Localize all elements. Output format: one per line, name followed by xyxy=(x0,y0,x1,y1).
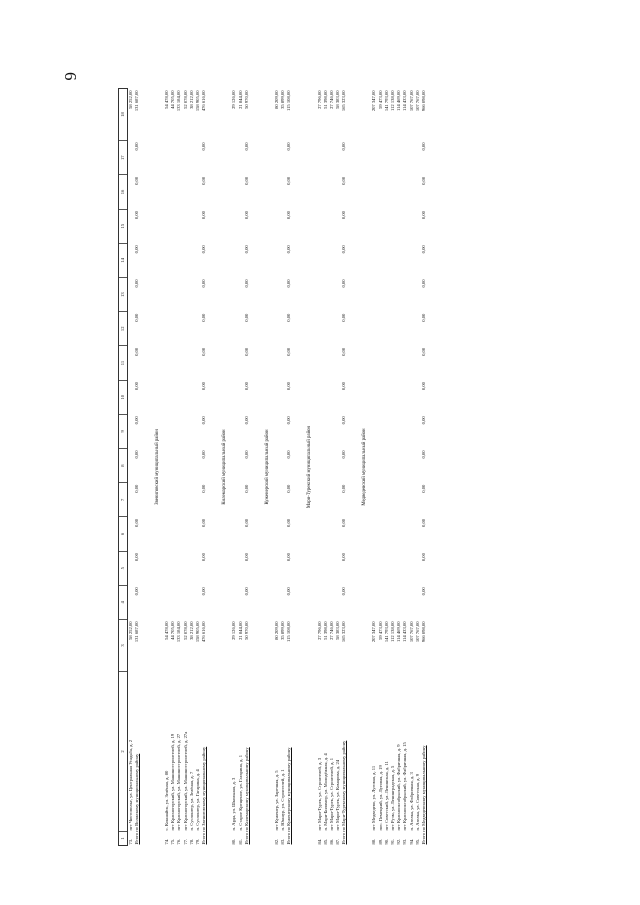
empty-cell xyxy=(128,141,135,175)
subtotal-value-cell: 0,00 xyxy=(341,484,347,493)
address-cell: п. Старое Крещеное, ул. Гагарина, д. 1 xyxy=(237,755,243,831)
cost-cell: 107 767,00 xyxy=(408,621,414,643)
spacer-cell xyxy=(348,89,358,846)
total-cost-cell: 27 746,00 xyxy=(329,90,334,109)
address-cell: пос. Пемецкий, ул. Луговая, д. 19 xyxy=(377,765,383,831)
column-header: 3 xyxy=(119,620,128,672)
subtotal-value-cell: 0,00 xyxy=(421,587,426,596)
subtotal-value-cell: 0,00 xyxy=(134,347,139,356)
total-cost-cell: 27 796,00 xyxy=(316,90,322,109)
subtotal-value-cell: 0,00 xyxy=(244,382,249,391)
subtotal-value-cell: 0,00 xyxy=(134,450,139,459)
subtotal-value-cell: 0,00 xyxy=(201,553,207,562)
row-number: 88. xyxy=(371,838,377,845)
empty-cell xyxy=(128,517,135,551)
section-title: Звениговский муниципальный район xyxy=(154,429,160,505)
empty-cell xyxy=(128,551,135,585)
row-number: 93. xyxy=(402,838,408,845)
total-cost-cell: 44 705,00 xyxy=(170,90,176,109)
row-number: 81. xyxy=(237,838,243,845)
subtotal-value-cell: 0,00 xyxy=(286,142,292,151)
address-cell: пгт Красногорский, ул. Машиностроителей, д. 27 xyxy=(176,733,182,831)
subtotal-value-cell: 0,00 xyxy=(134,211,139,220)
empty-cell xyxy=(128,243,135,277)
subtotal-total-cell: 50 970,00 xyxy=(244,90,249,109)
total-cost-cell: 51 398,00 xyxy=(323,90,328,109)
subtotal-value-cell: 0,00 xyxy=(341,176,347,185)
subtotal-value-cell: 0,00 xyxy=(421,347,426,356)
subtotal-label: Итого по Мари-Турекскому муниципальному району xyxy=(341,740,347,845)
total-cost-cell: 107 767,00 xyxy=(415,90,420,112)
subtotal-value-cell: 0,00 xyxy=(286,211,292,220)
spacer-cell xyxy=(293,89,303,846)
total-cost-cell: 58 252,00 xyxy=(127,90,133,109)
spacer-cell xyxy=(208,89,218,846)
subtotal-value-cell: 0,00 xyxy=(201,416,207,425)
subtotal-value-cell: 0,00 xyxy=(286,279,292,288)
cost-cell: 58 383,00 xyxy=(335,621,341,640)
subtotal-value-cell: 0,00 xyxy=(134,313,139,322)
total-cost-cell: 112 138,00 xyxy=(390,90,395,112)
row-number: 73. xyxy=(127,838,133,845)
empty-cell xyxy=(128,380,135,414)
subtotal-value-cell: 0,00 xyxy=(201,382,207,391)
row-number: 94. xyxy=(408,838,414,845)
empty-cell xyxy=(128,346,135,380)
cost-cell: 51 398,00 xyxy=(323,621,328,640)
row-number: 75. xyxy=(170,838,176,845)
column-header: 12 xyxy=(119,312,128,346)
table-body xyxy=(128,89,438,846)
empty-cell xyxy=(128,209,135,243)
row-number: 86. xyxy=(329,838,334,845)
address-cell: п. Арда, ул. Школьная, д. 3 xyxy=(231,777,237,831)
subtotal-value-cell: 0,00 xyxy=(341,553,347,562)
column-header: 9 xyxy=(119,414,128,448)
row-number: 79. xyxy=(195,838,200,845)
cost-cell: 52 078,00 xyxy=(182,621,188,640)
subtotal-value-cell: 0,00 xyxy=(421,142,426,151)
cost-cell: 112 138,00 xyxy=(390,621,395,643)
subtotal-value-cell: 0,00 xyxy=(421,176,426,185)
subtotal-value-cell: 0,00 xyxy=(421,211,426,220)
subtotal-value-cell: 0,00 xyxy=(421,279,426,288)
row-number: 83. xyxy=(280,838,286,845)
table-row xyxy=(128,89,135,846)
subtotal-label: Итого по Волжскому муниципальному району xyxy=(134,753,139,845)
subtotal-value-cell: 0,00 xyxy=(244,416,249,425)
subtotal-label: Итого по Звениговскому муниципальному району xyxy=(201,746,207,845)
subtotal-value-cell: 0,00 xyxy=(244,450,249,459)
subtotal-value-cell: 0,00 xyxy=(421,382,426,391)
empty-cell xyxy=(128,175,135,209)
column-header: 17 xyxy=(119,141,128,175)
column-header: 6 xyxy=(119,517,128,551)
total-cost-cell: 141 793,00 xyxy=(384,90,389,112)
subtotal-value-cell: 0,00 xyxy=(286,416,292,425)
section-title: Куженерский муниципальный район xyxy=(264,429,270,505)
address-cell: пгт Мари-Турек, ул. Строителей, д. 1 xyxy=(329,757,334,831)
subtotal-value-cell: 0,00 xyxy=(134,176,139,185)
cost-cell: 107 767,00 xyxy=(415,621,420,643)
subtotal-value-cell: 0,00 xyxy=(286,313,292,322)
address-cell: пгт Мари-Турек, ул. Строителей, д. 3 xyxy=(316,757,322,831)
row-number: 78. xyxy=(189,838,194,845)
empty-cell xyxy=(128,312,135,346)
cost-cell: 38 212,00 xyxy=(189,621,194,640)
subtotal-total-cell: 115 108,00 xyxy=(286,90,292,112)
column-header: 4 xyxy=(119,585,128,619)
subtotal-value-cell: 0,00 xyxy=(421,450,426,459)
subtotal-value-cell: 0,00 xyxy=(244,245,249,254)
address-cell: пгт Краснооктябрьский, ул. Фабричная, д. 15 xyxy=(402,742,408,831)
spacer-row xyxy=(427,89,437,846)
row-number: 85. xyxy=(323,838,328,845)
row-number: 80. xyxy=(231,838,237,845)
empty-cell xyxy=(128,448,135,482)
column-header: 8 xyxy=(119,448,128,482)
row-number: 76. xyxy=(176,838,182,845)
subtotal-value-cell: 0,00 xyxy=(201,279,207,288)
row-number: 95. xyxy=(415,838,420,845)
section-title: Килемарский муниципальный район xyxy=(222,429,228,505)
subtotal-value-cell: 0,00 xyxy=(341,587,347,596)
subtotal-value-cell: 0,00 xyxy=(201,176,207,185)
subtotal-value-cell: 0,00 xyxy=(341,347,347,356)
subtotal-value-cell: 0,00 xyxy=(244,347,249,356)
total-cost-cell: 58 383,00 xyxy=(335,90,341,109)
row-number: 91. xyxy=(390,838,395,845)
subtotal-value-cell: 0,00 xyxy=(201,211,207,220)
subtotal-value-cell: 0,00 xyxy=(421,518,426,527)
subtotal-total-cell: 966 098,00 xyxy=(421,90,426,112)
subtotal-cost-cell: 966 098,00 xyxy=(421,621,426,643)
row-number: 84. xyxy=(316,838,322,845)
cost-cell: 207 347,00 xyxy=(371,621,377,643)
subtotal-total-cell: 131 687,00 xyxy=(134,90,139,112)
address-cell: п. Суслонгер, ул. Гагарина, д. 4 xyxy=(195,769,200,831)
subtotal-value-cell: 0,00 xyxy=(341,142,347,151)
total-cost-cell: 114 469,00 xyxy=(396,90,402,112)
subtotal-value-cell: 0,00 xyxy=(134,279,139,288)
subtotal-cost-cell: 165 323,00 xyxy=(341,621,347,643)
address-cell: пгт Руэм, ул. Ленинградская, д. 5 xyxy=(390,765,395,831)
subtotal-value-cell: 0,00 xyxy=(286,245,292,254)
address-cell: пгт Мари-Турек, ул. Комарова, д. 24 xyxy=(335,759,341,831)
address-cell: пгт Чистополье, ул. Центральная Усадьба, д. 2 xyxy=(127,739,133,831)
section-row xyxy=(358,89,372,846)
cost-cell: 27 796,00 xyxy=(316,621,322,640)
spacer-row xyxy=(348,89,358,846)
row-number: 92. xyxy=(396,838,402,845)
row-number: 87. xyxy=(335,838,341,845)
subtotal-value-cell: 0,00 xyxy=(201,587,207,596)
column-header: 2 xyxy=(119,672,128,832)
column-header: 1 xyxy=(119,832,128,846)
subtotal-value-cell: 0,00 xyxy=(341,416,347,425)
column-header: 7 xyxy=(119,483,128,517)
subtotal-value-cell: 0,00 xyxy=(201,313,207,322)
subtotal-value-cell: 0,00 xyxy=(134,587,139,596)
address-cell: пгт Красногорский, ул. Машиностроителей, д. 27а xyxy=(182,731,188,831)
subtotal-cost-cell: 50 970,00 xyxy=(244,621,249,640)
column-header: 5 xyxy=(119,551,128,585)
address-cell: с. Кокшайск, ул. Зелёная, д. 80 xyxy=(164,770,170,831)
cost-cell: 44 705,00 xyxy=(170,621,176,640)
cost-cell: 54 478,00 xyxy=(164,621,170,640)
subtotal-cost-cell: 131 687,00 xyxy=(134,621,139,643)
section-row xyxy=(218,89,232,846)
spacer-cell xyxy=(140,89,150,846)
subtotal-value-cell: 0,00 xyxy=(244,142,249,151)
total-cost-cell: 52 078,00 xyxy=(182,90,188,109)
cost-cell: 59 473,00 xyxy=(377,621,383,640)
subtotal-value-cell: 0,00 xyxy=(201,518,207,527)
cost-cell: 80 209,00 xyxy=(274,621,279,640)
subtotal-cost-cell: 476 616,00 xyxy=(201,621,207,643)
subtotal-label: Итого по Медведевскому муниципальному району xyxy=(421,745,426,845)
spacer-row xyxy=(140,89,150,846)
row-number: 77. xyxy=(182,838,188,845)
subtotal-value-cell: 0,00 xyxy=(341,518,347,527)
spacer-row xyxy=(250,89,260,846)
budget-table xyxy=(118,88,437,846)
subtotal-value-cell: 0,00 xyxy=(286,553,292,562)
subtotal-value-cell: 0,00 xyxy=(201,484,207,493)
subtotal-value-cell: 0,00 xyxy=(244,211,249,220)
subtotal-value-cell: 0,00 xyxy=(286,382,292,391)
column-header: 10 xyxy=(119,380,128,414)
address-cell: пгт Советский, ул. Ленинская, д. 11 xyxy=(384,761,389,831)
subtotal-total-cell: 476 616,00 xyxy=(201,90,207,112)
page-number: 6 xyxy=(61,72,80,81)
subtotal-value-cell: 0,00 xyxy=(421,553,426,562)
subtotal-value-cell: 0,00 xyxy=(134,245,139,254)
subtotal-value-cell: 0,00 xyxy=(244,484,249,493)
spacer-cell xyxy=(427,89,437,846)
address-cell: п. Мари-Билямор, ул. Молодёжная, д. 4 xyxy=(323,753,328,831)
subtotal-value-cell: 0,00 xyxy=(421,416,426,425)
total-cost-cell: 107 767,00 xyxy=(408,90,414,112)
subtotal-value-cell: 0,00 xyxy=(341,279,347,288)
subtotal-total-cell: 165 323,00 xyxy=(341,90,347,112)
subtotal-value-cell: 0,00 xyxy=(421,245,426,254)
subtotal-value-cell: 0,00 xyxy=(134,553,139,562)
subtotal-value-cell: 0,00 xyxy=(201,347,207,356)
empty-cell xyxy=(128,414,135,448)
cost-cell: 141 793,00 xyxy=(384,621,389,643)
subtotal-value-cell: 0,00 xyxy=(286,484,292,493)
address-cell: пгт Медведево, ул. Луговая, д. 11 xyxy=(371,765,377,831)
column-header: 14 xyxy=(119,243,128,277)
section-row xyxy=(150,89,164,846)
address-cell: пгт Красногорский, ул. Машиностроителей, д. 19 xyxy=(170,733,176,831)
total-cost-cell: 38 212,00 xyxy=(189,90,194,109)
cost-cell: 114 469,00 xyxy=(396,621,402,643)
cost-cell: 114 433,00 xyxy=(402,621,408,643)
address-cell: п. Азелка, ул. Советская, д. 9 xyxy=(415,773,420,831)
row-number: 82. xyxy=(274,838,279,845)
column-header: 16 xyxy=(119,175,128,209)
row-number: 89. xyxy=(377,838,383,845)
header-row xyxy=(119,89,128,846)
total-cost-cell: 21 844,00 xyxy=(237,90,243,109)
subtotal-value-cell: 0,00 xyxy=(341,245,347,254)
cost-cell: 29 126,00 xyxy=(231,621,237,640)
cost-cell: 35 899,00 xyxy=(280,621,286,640)
subtotal-label: Итого по Килемарскому муниципальному району xyxy=(244,747,249,845)
subtotal-value-cell: 0,00 xyxy=(341,211,347,220)
column-header: 15 xyxy=(119,209,128,243)
subtotal-value-cell: 0,00 xyxy=(244,587,249,596)
section-row xyxy=(303,89,317,846)
subtotal-value-cell: 0,00 xyxy=(201,245,207,254)
subtotal-value-cell: 0,00 xyxy=(201,450,207,459)
subtotal-value-cell: 0,00 xyxy=(421,313,426,322)
address-cell: пгт Краснооктябрьский, ул. Фабричная, д. 9 xyxy=(396,744,402,831)
total-cost-cell: 59 473,00 xyxy=(377,90,383,109)
subtotal-value-cell: 0,00 xyxy=(341,382,347,391)
subtotal-value-cell: 0,00 xyxy=(244,518,249,527)
spacer-cell xyxy=(250,89,260,846)
subtotal-value-cell: 0,00 xyxy=(244,553,249,562)
subtotal-cost-cell: 115 108,00 xyxy=(286,621,292,643)
total-cost-cell: 54 478,00 xyxy=(164,90,170,109)
subtotal-value-cell: 0,00 xyxy=(134,142,139,151)
row-number: 74. xyxy=(164,838,170,845)
total-cost-cell: 133 184,00 xyxy=(176,90,182,112)
subtotal-value-cell: 0,00 xyxy=(134,518,139,527)
subtotal-value-cell: 0,00 xyxy=(286,450,292,459)
spacer-row xyxy=(293,89,303,846)
subtotal-value-cell: 0,00 xyxy=(421,484,426,493)
cost-cell: 21 844,00 xyxy=(237,621,243,640)
total-cost-cell: 29 126,00 xyxy=(231,90,237,109)
subtotal-value-cell: 0,00 xyxy=(244,313,249,322)
address-cell: п. Юкшур, ул. Строителей, д. 1 xyxy=(280,769,286,831)
address-cell: п. Азелка, ул. Фабричная, д. 3 xyxy=(408,772,414,831)
subtotal-value-cell: 0,00 xyxy=(244,279,249,288)
subtotal-value-cell: 0,00 xyxy=(134,484,139,493)
total-cost-cell: 207 347,00 xyxy=(371,90,377,112)
subtotal-value-cell: 0,00 xyxy=(286,587,292,596)
section-row xyxy=(260,89,274,846)
subtotal-value-cell: 0,00 xyxy=(286,518,292,527)
address-cell: пгт Куженер, ул. Заречная, д. 5 xyxy=(274,770,279,831)
subtotal-value-cell: 0,00 xyxy=(134,382,139,391)
address-cell: п. Суслонгер, ул. Зелёная, д. 7 xyxy=(189,771,194,831)
cost-cell: 158 905,00 xyxy=(195,621,200,643)
total-cost-cell: 158 905,00 xyxy=(195,90,200,112)
subtotal-value-cell: 0,00 xyxy=(341,313,347,322)
cost-cell: 58 252,00 xyxy=(127,621,133,640)
subtotal-value-cell: 0,00 xyxy=(286,176,292,185)
rotated-table-view xyxy=(118,88,437,846)
total-cost-cell: 35 899,00 xyxy=(280,90,286,109)
row-number: 90. xyxy=(384,838,389,845)
subtotal-label: Итого по Куженерскому муниципальному району xyxy=(286,747,292,845)
empty-cell xyxy=(128,483,135,517)
subtotal-value-cell: 0,00 xyxy=(134,416,139,425)
section-title: Медведевский муниципальный район xyxy=(362,428,368,506)
subtotal-value-cell: 0,00 xyxy=(244,176,249,185)
section-title: Мари-Турекский муниципальный район xyxy=(307,425,313,509)
total-cost-cell: 80 209,00 xyxy=(274,90,279,109)
empty-cell xyxy=(128,277,135,311)
column-header: 13 xyxy=(119,277,128,311)
empty-cell xyxy=(128,585,135,619)
column-header: 11 xyxy=(119,346,128,380)
subtotal-value-cell: 0,00 xyxy=(286,347,292,356)
cost-cell: 133 184,00 xyxy=(176,621,182,643)
cost-cell: 27 746,00 xyxy=(329,621,334,640)
spacer-row xyxy=(208,89,218,846)
column-header: 18 xyxy=(119,89,128,141)
total-cost-cell: 114 433,00 xyxy=(402,90,408,112)
subtotal-value-cell: 0,00 xyxy=(341,450,347,459)
subtotal-value-cell: 0,00 xyxy=(201,142,207,151)
